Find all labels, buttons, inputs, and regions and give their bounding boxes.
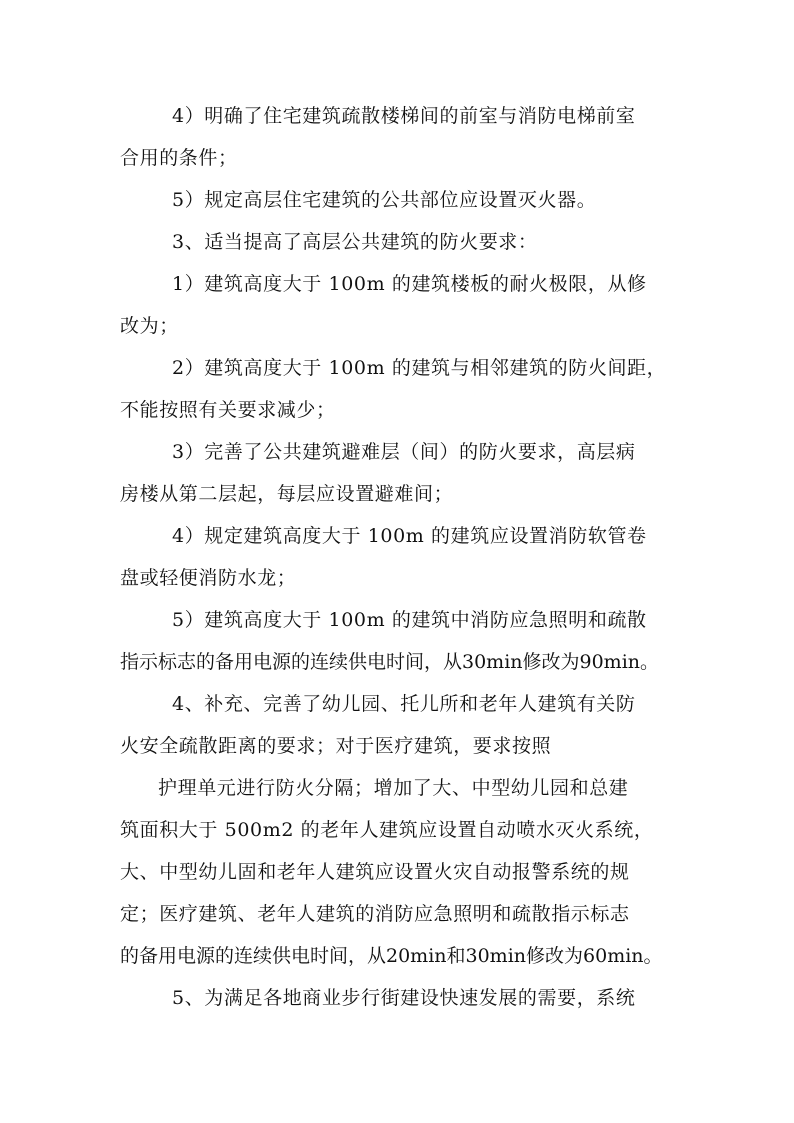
text-line-9: 3）完善了公共建筑避难层（间）的防火要求，高层病 (172, 441, 636, 463)
text-line-1: 4）明确了住宅建筑疏散楼梯间的前室与消防电梯前室 (172, 105, 636, 127)
text-line-16: 火安全疏散距离的要求；对于医疗建筑，要求按照 (120, 735, 552, 757)
text-line-17: 护理单元进行防火分隔；增加了大、中型幼儿园和总建 (158, 777, 629, 799)
text-line-15: 4、补充、完善了幼儿园、托儿所和老年人建筑有关防 (172, 693, 636, 715)
text-line-14: 指示标志的备用电源的连续供电时间，从30min修改为90min。 (120, 651, 660, 673)
text-line-7: 2）建筑高度大于 100m 的建筑与相邻建筑的防火间距， (172, 357, 667, 379)
text-line-2: 合用的条件； (120, 147, 238, 169)
text-line-3: 5）规定高层住宅建筑的公共部位应设置灭火器。 (172, 189, 597, 211)
text-line-12: 盘或轻便消防水龙； (120, 567, 297, 589)
text-line-10: 房楼从第二层起，每层应设置避难间； (120, 483, 454, 505)
text-line-11: 4）规定建筑高度大于 100m 的建筑应设置消防软管卷 (172, 525, 647, 547)
text-line-18: 筑面积大于 500m2 的老年人建筑应设置自动喷水灭火系统， (120, 819, 654, 841)
text-line-8: 不能按照有关要求减少； (120, 399, 336, 421)
text-line-20: 定；医疗建筑、老年人建筑的消防应急照明和疏散指示标志 (120, 903, 630, 925)
text-line-6: 改为； (120, 315, 179, 337)
text-line-5: 1）建筑高度大于 100m 的建筑楼板的耐火极限，从修 (172, 273, 647, 295)
text-line-22: 5、为满足各地商业步行街建设快速发展的需要，系统 (172, 987, 636, 1009)
text-line-13: 5）建筑高度大于 100m 的建筑中消防应急照明和疏散 (172, 609, 647, 631)
text-line-4: 3、适当提高了高层公共建筑的防火要求： (172, 231, 538, 253)
text-line-21: 的备用电源的连续供电时间，从20min和30min修改为60min。 (120, 945, 663, 967)
text-line-19: 大、中型幼儿固和老年人建筑应设置火灾自动报警系统的规 (120, 861, 630, 883)
